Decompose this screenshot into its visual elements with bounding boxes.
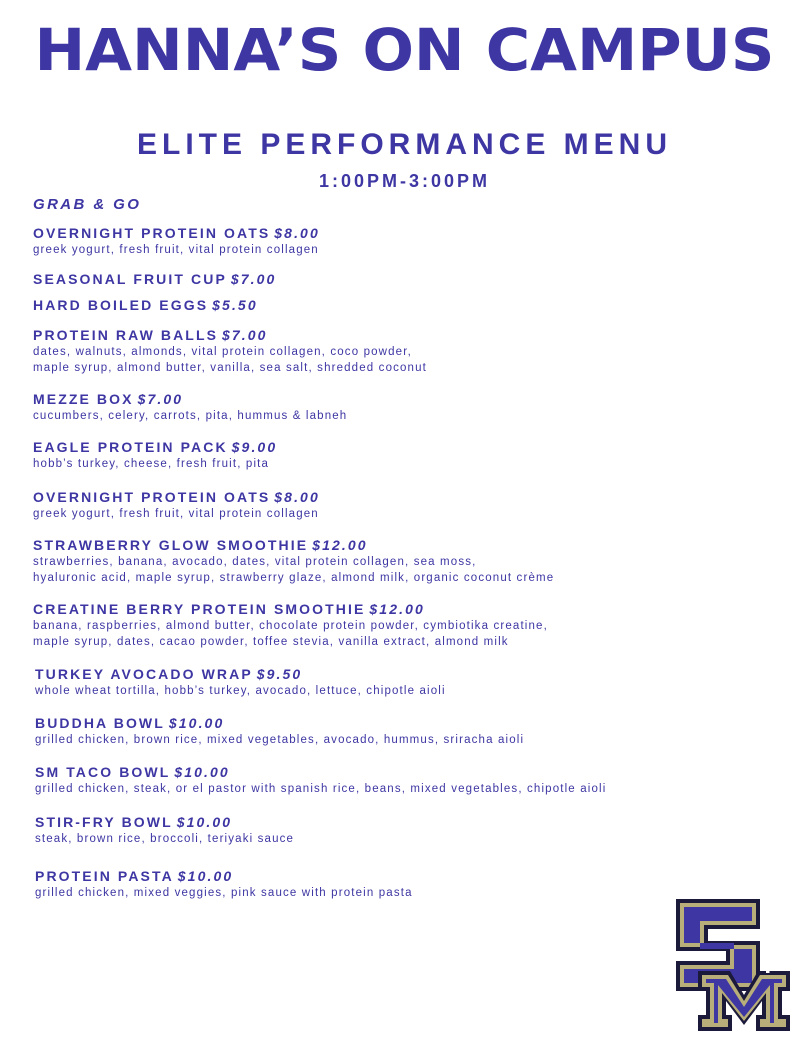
menu-item-name: HARD BOILED EGGS	[33, 297, 209, 313]
menu-item	[33, 270, 276, 288]
menu-item	[33, 600, 548, 650]
menu-item	[35, 867, 413, 902]
menu-item-description: hyaluronic acid, maple syrup, strawberry glaze, almond milk, organic coconut crème	[33, 571, 555, 584]
menu-item	[33, 536, 554, 586]
menu-item-description: cucumbers, celery, carrots, pita, hummus & labneh	[33, 410, 348, 422]
menu-hours: 1:00PM-3:00PM	[318, 171, 491, 191]
menu-item-description: banana, raspberries, almond butter, chocolate protein powder, cymbiotika creatine,	[33, 620, 548, 632]
menu-item-description: maple syrup, dates, cacao powder, toffee stevia, vanilla extract, almond milk	[33, 635, 509, 648]
section-heading: GRAB & GO	[33, 196, 142, 213]
menu-item-name: EAGLE PROTEIN PACK	[33, 439, 228, 455]
menu-item-price: $12.00	[369, 601, 425, 617]
menu-item-price: $10.00	[177, 868, 234, 884]
menu-item-description: dates, walnuts, almonds, vital protein collagen, coco powder,	[33, 346, 412, 358]
menu-item-price: $10.00	[168, 715, 225, 731]
menu-item-name: STRAWBERRY GLOW SMOOTHIE	[33, 537, 309, 553]
menu-item-price: $10.00	[174, 764, 230, 780]
menu-item-price: $7.00	[230, 271, 277, 287]
menu-item-price: $9.00	[231, 439, 278, 455]
menu-item	[33, 326, 427, 376]
menu-item-name: MEZZE BOX	[33, 391, 134, 407]
menu-item-name: PROTEIN PASTA	[35, 868, 174, 884]
menu-subtitle: ELITE PERFORMANCE MENU	[136, 128, 672, 161]
menu-item-description: steak, brown rice, broccoli, teriyaki sauce	[35, 833, 295, 845]
menu-item-description: grilled chicken, mixed veggies, pink sauce with protein pasta	[35, 887, 413, 899]
menu-item-name: BUDDHA BOWL	[35, 715, 165, 731]
menu-item-price: $12.00	[312, 537, 368, 553]
menu-item-price: $8.00	[274, 225, 320, 241]
menu-item	[33, 438, 277, 473]
menu-item-name: TURKEY AVOCADO WRAP	[35, 666, 253, 682]
menu-item-price: $5.50	[212, 297, 258, 313]
menu-item-name: SM TACO BOWL	[35, 764, 171, 780]
menu-item-price: $7.00	[222, 327, 268, 343]
menu-item	[33, 224, 320, 259]
sm-logo	[668, 893, 796, 1033]
menu-item	[33, 390, 347, 425]
menu-item-description: maple syrup, almond butter, vanilla, sea salt, shredded coconut	[33, 361, 427, 374]
menu-item-description: grilled chicken, steak, or el pastor with spanish rice, beans, mixed vegetables, chipotle aioli	[35, 783, 607, 795]
menu-item	[33, 296, 258, 314]
menu-item-description: strawberries, banana, avocado, dates, vital protein collagen, sea moss,	[33, 556, 477, 568]
menu-item-name: SEASONAL FRUIT CUP	[33, 271, 227, 287]
menu-item	[35, 665, 446, 700]
menu-item-name: STIR-FRY BOWL	[35, 814, 173, 830]
menu-item-name: PROTEIN RAW BALLS	[33, 327, 219, 343]
menu-item	[33, 488, 320, 523]
menu-item-name: OVERNIGHT PROTEIN OATS	[33, 225, 271, 241]
menu-item-price: $9.50	[256, 666, 303, 682]
menu-item-description: greek yogurt, fresh fruit, vital protein collagen	[33, 508, 319, 520]
menu-item-price: $7.00	[137, 391, 184, 407]
menu-item	[35, 813, 294, 848]
menu-item-description: whole wheat tortilla, hobb’s turkey, avocado, lettuce, chipotle aioli	[35, 685, 446, 697]
menu-item	[35, 714, 524, 749]
menu-item-description: greek yogurt, fresh fruit, vital protein collagen	[33, 244, 319, 256]
menu-item-name: CREATINE BERRY PROTEIN SMOOTHIE	[33, 601, 366, 617]
menu-item-description: hobb’s turkey, cheese, fresh fruit, pita	[33, 458, 270, 470]
page-title: HANNA’S ON CAMPUS	[34, 16, 775, 84]
menu-item-price: $8.00	[274, 489, 320, 505]
menu-item-price: $10.00	[176, 814, 233, 830]
menu-item	[35, 763, 606, 798]
menu-item-description: grilled chicken, brown rice, mixed vegetables, avocado, hummus, sriracha aioli	[35, 734, 525, 746]
menu-item-name: OVERNIGHT PROTEIN OATS	[33, 489, 271, 505]
cross-icon	[761, 951, 776, 973]
